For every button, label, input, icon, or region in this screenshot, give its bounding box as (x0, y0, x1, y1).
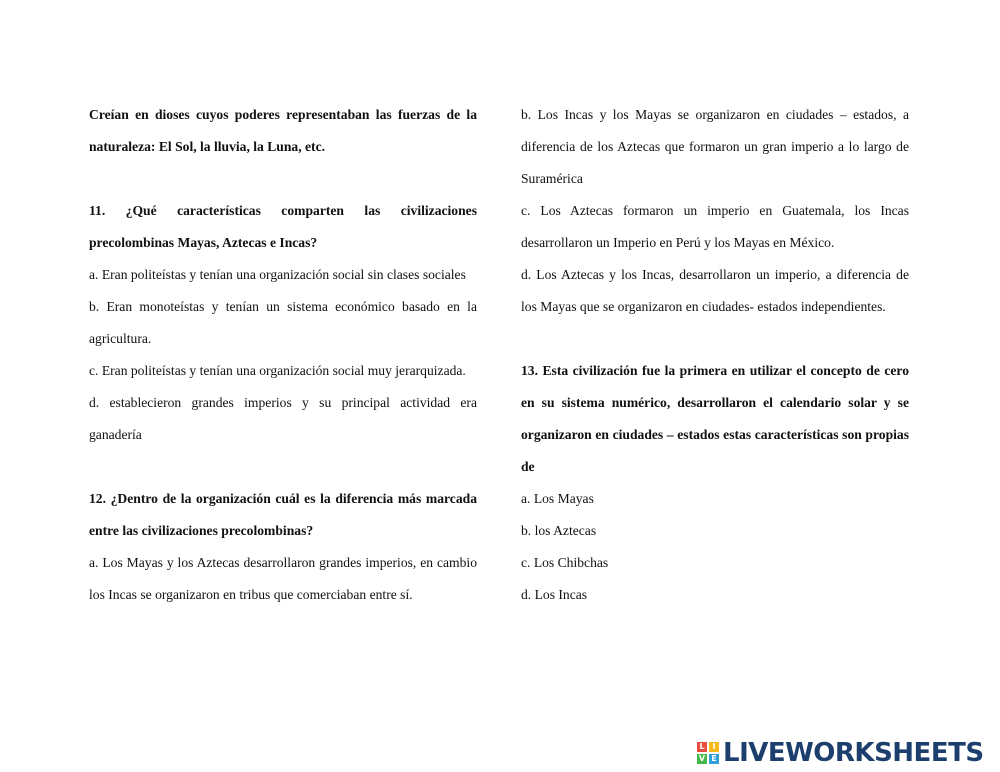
q11-option-a: a. Eran politeístas y tenían una organización social sin clases sociales (89, 267, 466, 282)
q11-option-b: b. Eran monoteístas y tenían un sistema económico basado en la agricultura. (89, 299, 477, 346)
q11-option-c: c. Eran politeístas y tenían una organización social muy jerarquizada. (89, 363, 466, 378)
spacer (89, 163, 477, 195)
q13-option-d: d. Los Incas (521, 587, 588, 602)
q13-option-a: a. Los Mayas (521, 491, 594, 506)
spacer (521, 323, 909, 355)
spacer (89, 451, 477, 483)
q12-option-b: b. Los Incas y los Mayas se organizaron en ciudades – estados, a diferencia de los Aztecas que formaron un gran imperio a lo largo de Suramérica (521, 107, 909, 186)
logo-blocks-icon (697, 742, 719, 764)
liveworksheets-logo (697, 738, 984, 768)
left-column (89, 99, 477, 611)
q12-option-c: c. Los Aztecas formaron un imperio en Guatemala, los Incas desarrollaron un Imperio en Perú y los Mayas en México. (521, 203, 909, 250)
right-column (521, 99, 909, 611)
logo-block: I (709, 742, 719, 752)
q11-option-d: d. establecieron grandes imperios y su principal actividad era ganadería (89, 395, 477, 442)
question-12: 12. ¿Dentro de la organización cuál es la diferencia más marcada entre las civilizaciones precolombinas? (89, 491, 477, 538)
logo-block: V (698, 754, 706, 763)
q13-option-b: b. los Aztecas (521, 523, 597, 538)
question-11: 11. ¿Qué características comparten las civilizaciones precolombinas Mayas, Aztecas e Incas? (89, 203, 477, 250)
intro-paragraph: Creían en dioses cuyos poderes representaban las fuerzas de la naturaleza: El Sol, la lluvia, la Luna, etc. (89, 107, 477, 154)
question-13: 13. Esta civilización fue la primera en utilizar el concepto de cero en su sistema numérico, desarrollaron el calendario solar y se organizaron en ciudades – estados estas características son propias de (521, 363, 909, 474)
logo-text: LIVEWORKSHEETS (723, 738, 984, 768)
q12-option-a: a. Los Mayas y los Aztecas desarrollaron grandes imperios, en cambio los Incas se organizaron en tribus que comerciaban entre sí. (89, 555, 477, 602)
q13-option-c: c. Los Chibchas (521, 555, 609, 570)
logo-block: L (697, 742, 707, 752)
q12-option-d: d. Los Aztecas y los Incas, desarrollaron un imperio, a diferencia de los Mayas que se organizaron en ciudades- estados independientes. (521, 267, 909, 314)
logo-block: E (709, 754, 719, 764)
